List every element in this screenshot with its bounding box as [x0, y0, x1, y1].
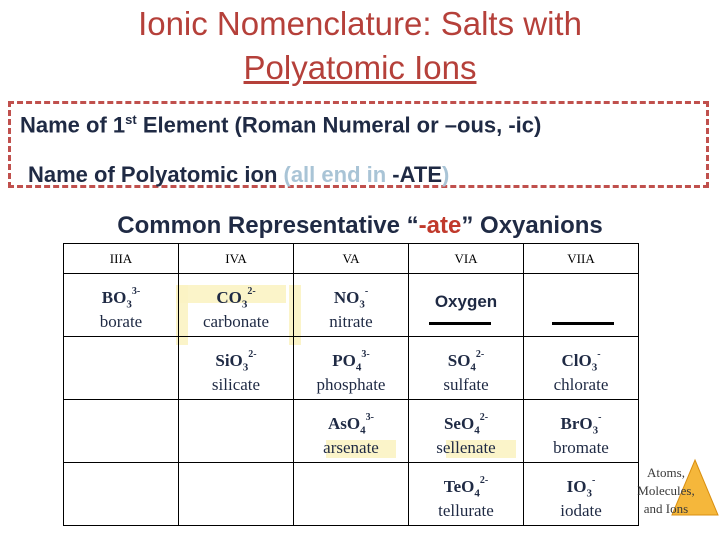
formula-symbol: SO: [447, 351, 471, 370]
oxyanion-cell: [524, 400, 639, 463]
formula-symbol: ClO: [561, 351, 592, 370]
formula-subscript: 3: [592, 424, 599, 437]
logo-line-1: Atoms,: [647, 465, 685, 480]
oxyanion-cell: [524, 337, 639, 400]
oxyanion-name: sulfate: [443, 375, 489, 395]
oxyanion-name: nitrate: [329, 312, 373, 332]
formula-charge: -: [597, 349, 601, 361]
formula-subscript: 3: [591, 361, 598, 374]
oxyanion-formula: [332, 351, 369, 373]
oxyanion-formula: [561, 351, 600, 373]
oxyanion-name: bromate: [553, 438, 609, 458]
formula-charge: -: [598, 412, 602, 424]
oxyanion-cell: [294, 400, 409, 463]
formula-subscript: 3: [126, 298, 132, 311]
oxyanion-formula: [328, 414, 374, 436]
oxyanion-name: phosphate: [316, 375, 386, 395]
slide-title: [0, 2, 720, 90]
formula-subscript: 3: [359, 298, 365, 311]
formula-symbol: SeO: [443, 414, 475, 433]
empty-cell: [64, 400, 179, 463]
empty-cell: [64, 463, 179, 526]
oxyanion-formula: [444, 414, 488, 436]
formula-charge: 3-: [365, 412, 374, 424]
rule-line-1: [20, 112, 541, 138]
rule-line-2-b: -ATE: [392, 162, 442, 187]
table-row: [64, 274, 639, 337]
formula-charge: 3-: [131, 286, 141, 298]
oxyanion-cell: [409, 400, 524, 463]
table-header-row: [64, 244, 639, 274]
formula-charge: 2-: [248, 349, 257, 361]
empty-cell: [179, 463, 294, 526]
rule-line-2: [28, 162, 449, 188]
formula-subscript: 3: [586, 487, 592, 500]
formula-symbol: AsO: [328, 414, 361, 433]
atoms-molecules-ions-logo: [612, 464, 720, 518]
formula-subscript: 3: [241, 298, 248, 311]
logo-line-3: and Ions: [643, 501, 689, 516]
formula-symbol: NO: [333, 288, 360, 307]
oxyanion-cell: [409, 463, 524, 526]
oxyanion-cell: [179, 274, 294, 337]
formula-subscript: 4: [474, 487, 480, 500]
formula-subscript: 3: [242, 361, 249, 374]
subtitle-b: ” Oxyanions: [461, 212, 603, 239]
group-header-iiia: IIIA: [64, 244, 179, 274]
oxyanion-name: borate: [99, 312, 143, 332]
oxyanion-formula: [567, 477, 596, 499]
formula-charge: 2-: [475, 349, 485, 361]
formula-symbol: CO: [216, 288, 242, 307]
oxyanion-formula: [561, 414, 602, 436]
group-header-iva: IVA: [179, 244, 294, 274]
formula-charge: 3-: [361, 349, 370, 361]
oxyanion-cell: [64, 274, 179, 337]
rule-line-1-b: Element (Roman Numeral or –ous, -ic): [136, 112, 542, 138]
formula-charge: 2-: [247, 286, 256, 298]
rule-line-2-muted-b: ): [442, 162, 450, 187]
subtitle-red: -ate: [418, 212, 462, 239]
formula-symbol: IO: [566, 477, 587, 496]
oxygen-cell: [409, 274, 524, 337]
formula-subscript: 4: [355, 361, 362, 374]
group-header-viia: VIIA: [524, 244, 639, 274]
formula-symbol: PO: [332, 351, 356, 370]
oxyanion-table: [63, 243, 639, 526]
logo-line-2: Molecules,: [637, 483, 695, 498]
oxyanion-cell: [179, 337, 294, 400]
formula-symbol: TeO: [443, 477, 475, 496]
empty-dash-cell: [524, 274, 639, 337]
section-subtitle: [0, 212, 720, 240]
oxyanion-cell: [409, 337, 524, 400]
formula-symbol: BO: [101, 288, 127, 307]
empty-cell: [294, 463, 409, 526]
group-header-va: VA: [294, 244, 409, 274]
oxyanion-name: tellurate: [438, 501, 494, 521]
title-line-1: Ionic Nomenclature: Salts with: [138, 5, 582, 42]
oxyanion-cell: [294, 337, 409, 400]
formula-symbol: SiO: [215, 351, 243, 370]
formula-charge: 2-: [479, 412, 489, 424]
oxyanion-name: silicate: [211, 375, 261, 395]
formula-symbol: BrO: [560, 414, 593, 433]
formula-charge: 2-: [479, 475, 489, 487]
oxyanion-formula: [216, 288, 255, 310]
oxyanion-name: sellenate: [436, 438, 496, 458]
rule-line-1-sup: st: [125, 112, 137, 127]
empty-cell: [179, 400, 294, 463]
oxyanion-name: iodate: [560, 501, 602, 521]
formula-subscript: 4: [470, 361, 476, 374]
formula-charge: -: [592, 475, 596, 487]
formula-charge: -: [364, 286, 369, 298]
oxygen-label: Oxygen: [434, 292, 498, 311]
formula-subscript: 4: [360, 424, 366, 437]
no-oxyanion-dash: [552, 322, 614, 325]
oxyanion-formula: [215, 351, 256, 373]
oxyanion-formula: [444, 477, 488, 499]
group-header-via: VIA: [409, 244, 524, 274]
oxyanion-name: arsenate: [323, 438, 379, 458]
oxyanion-formula: [102, 288, 140, 310]
oxyanion-formula: [448, 351, 485, 373]
formula-subscript: 4: [474, 424, 480, 437]
rule-line-2-muted-a: (all end in: [283, 162, 393, 187]
no-oxyanion-dash: [429, 322, 491, 325]
table-row: [64, 400, 639, 463]
empty-cell: [64, 337, 179, 400]
oxyanion-formula: [334, 288, 368, 310]
rule-line-1-a: Name of 1: [20, 112, 126, 138]
subtitle-a: Common Representative “: [117, 212, 419, 239]
oxyanion-name: carbonate: [202, 312, 270, 332]
oxyanion-name: chlorate: [553, 375, 609, 395]
table-row: [64, 337, 639, 400]
table-row: [64, 463, 639, 526]
title-line-2: Polyatomic Ions: [243, 49, 477, 86]
rule-line-2-a: Name of Polyatomic ion: [28, 162, 284, 187]
oxyanion-cell: [294, 274, 409, 337]
